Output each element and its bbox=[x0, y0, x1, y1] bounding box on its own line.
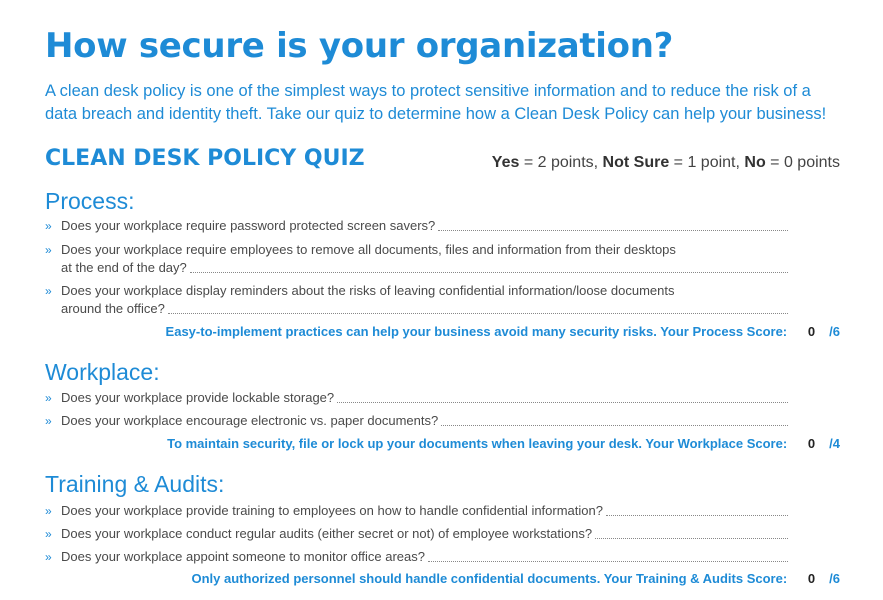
bullet-icon: » bbox=[45, 243, 52, 257]
score-message: Easy-to-implement practices can help your business avoid many security risks. Your Process Score: bbox=[165, 324, 788, 339]
score-row-workplace bbox=[167, 436, 840, 451]
score-value[interactable]: 0 bbox=[807, 324, 816, 339]
score-message: To maintain security, file or lock up your documents when leaving your desk. Your Workplace Score: bbox=[167, 436, 788, 451]
score-max: /6 bbox=[829, 324, 840, 339]
scoring-no-label: No bbox=[744, 154, 766, 171]
question-process-3[interactable] bbox=[45, 282, 788, 318]
scoring-notsure-text: = 1 point, bbox=[669, 154, 745, 171]
question-text: Does your workplace display reminders about the risks of leaving confidential information/loose documents bbox=[61, 283, 675, 298]
question-text: Does your workplace provide lockable storage? bbox=[61, 390, 335, 405]
intro-paragraph: A clean desk policy is one of the simplest ways to protect sensitive information and to reduce the risk of a data breach and identity theft. Take our quiz to determine how a Clean Desk Policy can help your business! bbox=[45, 82, 827, 123]
score-max: /4 bbox=[829, 436, 840, 451]
quiz-title: CLEAN DESK POLICY QUIZ bbox=[45, 146, 365, 171]
scoring-yes-text: = 2 points, bbox=[519, 154, 603, 171]
question-training-1[interactable] bbox=[45, 502, 788, 520]
bullet-icon: » bbox=[45, 414, 52, 428]
score-row-training bbox=[192, 571, 841, 586]
bullet-icon: » bbox=[45, 550, 52, 564]
dot-leader bbox=[606, 502, 788, 516]
section-title-workplace: Workplace: bbox=[45, 359, 160, 385]
question-training-3[interactable] bbox=[45, 548, 788, 566]
question-process-2[interactable] bbox=[45, 241, 788, 277]
scoring-no-text: = 0 points bbox=[765, 154, 840, 171]
question-workplace-2[interactable] bbox=[45, 412, 788, 430]
dot-leader bbox=[428, 548, 788, 562]
question-text-continued: at the end of the day? bbox=[61, 260, 187, 275]
score-value[interactable]: 0 bbox=[807, 571, 816, 586]
dot-leader bbox=[441, 412, 788, 426]
question-workplace-1[interactable] bbox=[45, 389, 788, 407]
question-text: Does your workplace appoint someone to monitor office areas? bbox=[61, 549, 425, 564]
question-training-2[interactable] bbox=[45, 525, 788, 543]
section-title-process: Process: bbox=[45, 188, 135, 214]
bullet-icon: » bbox=[45, 527, 52, 541]
score-message: Only authorized personnel should handle confidential documents. Your Training & Audits Score: bbox=[191, 571, 788, 586]
question-text: Does your workplace require employees to remove all documents, files and information from their desktops bbox=[61, 242, 676, 257]
bullet-icon: » bbox=[45, 219, 52, 233]
question-text: Does your workplace conduct regular audits (either secret or not) of employee workstations? bbox=[61, 526, 593, 541]
section-title-training: Training & Audits: bbox=[45, 471, 225, 497]
bullet-icon: » bbox=[45, 284, 52, 298]
dot-leader bbox=[168, 300, 788, 314]
dot-leader bbox=[190, 259, 788, 273]
dot-leader bbox=[595, 525, 788, 539]
bullet-icon: » bbox=[45, 391, 52, 405]
question-text: Does your workplace provide training to employees on how to handle confidential information? bbox=[61, 503, 603, 518]
question-text: Does your workplace encourage electronic vs. paper documents? bbox=[61, 413, 439, 428]
question-text: Does your workplace require password protected screen savers? bbox=[61, 218, 436, 233]
score-row-process bbox=[166, 324, 840, 339]
score-value[interactable]: 0 bbox=[807, 436, 816, 451]
scoring-legend bbox=[492, 154, 840, 172]
dot-leader bbox=[438, 217, 788, 231]
score-max: /6 bbox=[829, 571, 840, 586]
scoring-notsure-label: Not Sure bbox=[602, 154, 670, 171]
page-title: How secure is your organization? bbox=[45, 26, 674, 66]
bullet-icon: » bbox=[45, 504, 52, 518]
dot-leader bbox=[337, 389, 788, 403]
question-text-continued: around the office? bbox=[61, 301, 165, 316]
scoring-yes-label: Yes bbox=[491, 154, 520, 171]
question-process-1[interactable] bbox=[45, 217, 788, 235]
